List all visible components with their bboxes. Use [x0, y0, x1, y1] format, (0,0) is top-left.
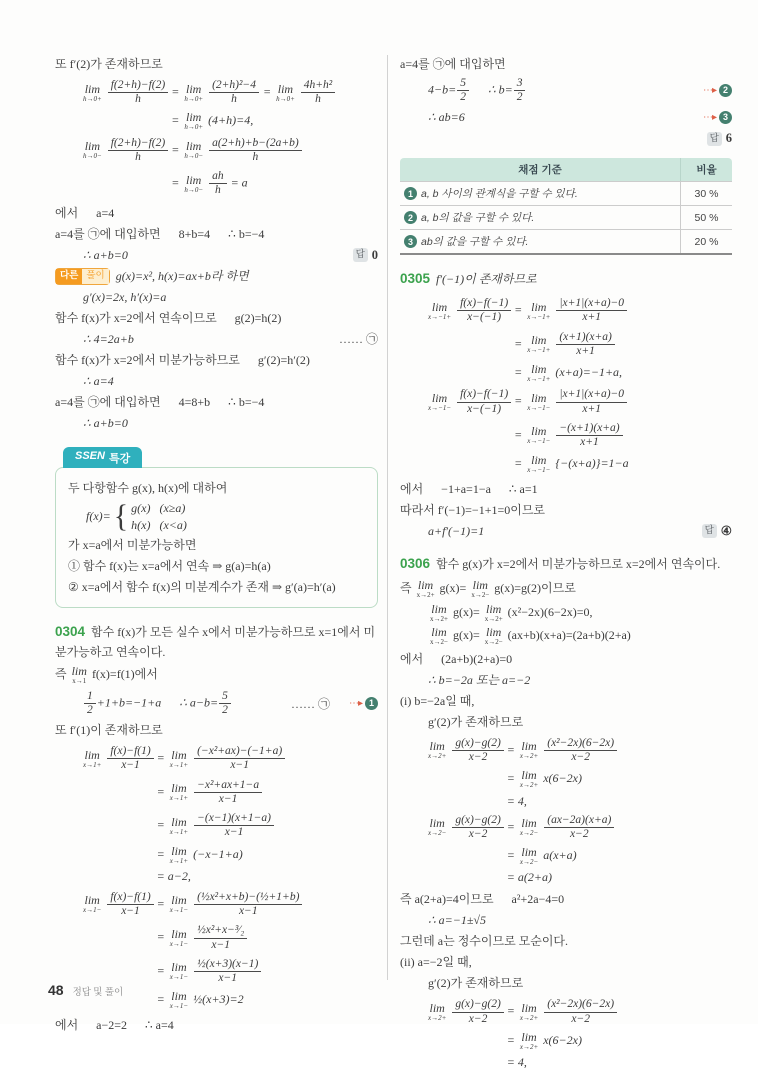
step-marker	[349, 696, 378, 711]
answer-badge-label: 답	[709, 133, 719, 145]
solution-line: 즉 lim x→1 f(x)=f(1)에서	[55, 664, 158, 686]
equation-lhs: lim h→0− $\frac{f(2+h)-f(2)}{h}$	[81, 134, 169, 167]
problem-number: 0304	[55, 623, 86, 639]
alt-solution-line	[55, 267, 378, 285]
equation-rhs: = lim h→0+ $\frac{\text{(2+h)²−4}}{h}$ = lim h→0+ $\frac{\text{4h+h²}}{h}$	[169, 76, 378, 109]
equation-rhs: = lim x→−1− $\frac{-(x+1)(x+a)}{x+1}$	[512, 419, 732, 452]
answer-value: 6	[725, 131, 732, 146]
solution-line	[83, 330, 378, 348]
equation-lhs	[426, 868, 505, 887]
right-column	[400, 52, 732, 1074]
solution-line: a=4를 ㉠에 대입하면 8+b=4 ∴ b=−4	[55, 226, 265, 241]
problem-number: 0305	[400, 271, 431, 287]
solution-line: 즉 a(2+a)=4이므로 a²+2a−4=0	[400, 892, 565, 907]
equation-rhs: = 4,	[506, 793, 527, 808]
header-ratio: 비율	[680, 158, 732, 181]
ratio-value: 50 %	[680, 206, 732, 229]
header-criteria: 채점 기준	[518, 164, 562, 177]
problem-number: 0306	[400, 556, 431, 572]
solution-line: ∴ a=−1±√5	[428, 913, 487, 928]
equation-rhs: = lim x→1− $\frac{\text{½x²+x−³⁄₂}}{x-1}$	[155, 921, 378, 954]
answer-badge-label: 답	[704, 525, 714, 537]
piecewise-definition	[86, 500, 365, 532]
solution-text: 4−b= $\frac{5}{2}$ ∴ b= $\frac{3}{2}$	[428, 76, 526, 105]
solution-line: 따라서 f′(−1)=−1+1=0이므로	[400, 502, 546, 517]
equation-lhs	[81, 921, 155, 954]
solution-line: a=4를 ㉠에 대입하면	[400, 57, 506, 71]
step-badge: 2	[404, 211, 417, 224]
solution-line: g′(2)가 존재하므로	[428, 976, 524, 991]
answer	[707, 129, 732, 148]
equation-lhs	[426, 328, 512, 361]
ratio-value: 30 %	[680, 182, 732, 205]
table-row	[400, 181, 732, 205]
equation-rhs: = lim x→−1− {−(x+a)}=1−a	[514, 453, 629, 475]
equation-rhs: = 4,	[506, 1055, 527, 1070]
equation-rhs: = lim h→0− $\frac{ah}{h}$ = a	[171, 170, 248, 197]
equation-block	[426, 734, 732, 888]
equation-rhs: = lim x→1+ $\frac{\text{−x²+ax+1−a}}{x-1}$	[155, 776, 378, 809]
equation-lhs	[426, 361, 512, 385]
equation-lhs: lim x→−1+ $\frac{f(x)-f(-1)}{x-(-1)}$	[426, 294, 512, 327]
problem-heading	[400, 269, 732, 290]
ssen-line: 두 다항함수 g(x), h(x)에 대하여	[68, 481, 228, 496]
equation-lhs	[426, 844, 505, 868]
equation-block	[426, 995, 732, 1072]
equation-rhs: = lim x→2+ $\frac{\text{(x²−2x)(6−2x)}}{x-2}$	[505, 995, 732, 1028]
equation-block	[426, 294, 732, 477]
equation-lhs: lim x→1+ $\frac{f(x)-f(1)}{x-1}$	[81, 742, 155, 775]
ssen-brand: SSEN	[75, 450, 105, 463]
solution-line: 에서 a−2=2 ∴ a=4	[55, 1017, 174, 1032]
equation-block	[81, 888, 378, 1013]
solution-line: ∴ a=4	[83, 374, 114, 389]
solution-text: ∴ ab=6	[428, 110, 465, 125]
ssen-line: 가 x=a에서 미분가능하면	[68, 537, 197, 552]
equation-lhs	[81, 776, 155, 809]
equation-lhs	[426, 767, 505, 791]
equation-lhs	[426, 1053, 505, 1072]
equation-rhs: = lim x→1− $\frac{\text{(½x²+x+b)−(½+1+b)}}{x-1}$	[155, 888, 378, 921]
equation-lhs	[81, 109, 169, 133]
answer-value: ④	[720, 523, 732, 538]
dashed-arrow-icon: ⋯▸	[348, 698, 362, 710]
piecewise-cases	[131, 500, 187, 532]
line-markers	[291, 695, 378, 713]
problem-text: 함수 f(x)가 모든 실수 x에서 미분가능하므로 x=1에서 미분가능하고 연속이다.	[55, 624, 376, 659]
equation-rhs: = lim x→−1+ $\frac{(x+1)(x+a)}{x+1}$	[512, 328, 732, 361]
equation-lhs: lim x→−1− $\frac{f(x)-f(-1)}{x-(-1)}$	[426, 385, 512, 418]
ssen-body	[55, 467, 378, 607]
solution-line: ∴ a+b=0	[83, 416, 128, 431]
ssen-line: ① 함수 f(x)는 x=a에서 연속 ⇒ g(a)=h(a)	[68, 558, 271, 573]
solution-line: 함수 f(x)가 x=2에서 미분가능하므로 g′(2)=h′(2)	[55, 353, 310, 368]
equation-rhs: = lim x→1− ½(x+3)=2	[156, 989, 244, 1011]
equation-rhs: = lim x→2− $\frac{(ax-2a)(x+a)}{x-2}$	[505, 811, 732, 844]
equation-rhs: = lim x→1+ (−x−1+a)	[156, 843, 243, 865]
solution-line: ∴ b=−2a 또는 a=−2	[428, 672, 531, 687]
step-badge: 1	[404, 187, 417, 200]
equation-rhs: = lim x→2+ x(6−2x)	[506, 768, 582, 790]
grading-table-header	[400, 158, 732, 181]
solution-line	[83, 689, 378, 718]
equation-rhs: = lim x→1+ $\frac{\text{(−x²+ax)−(−1+a)}}{x-1}$	[155, 742, 378, 775]
step-marker	[703, 110, 732, 125]
table-row	[400, 205, 732, 229]
equation-lhs	[81, 809, 155, 842]
solution-line: 에서 (2a+b)(2+a)=0	[400, 651, 513, 666]
solution-line: (ii) a=−2일 때,	[400, 955, 472, 970]
equation-lhs: lim h→0+ $\frac{f(2+h)-f(2)}{h}$	[81, 76, 169, 109]
footer-label: 정답 및 풀이	[72, 988, 124, 998]
step-badge: 3	[719, 111, 732, 124]
solution-line: 즉 lim x→2+ g(x)= lim x→2− g(x)=g(2)이므로	[400, 578, 576, 600]
equation-rhs: = lim x→1+ $\frac{-(x-1)(x+1-a)}{x-1}$	[155, 809, 378, 842]
equation-lhs	[426, 419, 512, 452]
solution-line: 그런데 a는 정수이므로 모순이다.	[400, 934, 569, 949]
answer-line	[83, 246, 378, 265]
problem-text: 함수 g(x)가 x=2에서 미분가능하므로 x=2에서 연속이다.	[436, 557, 721, 572]
piecewise-case: g(x) (x≥a)	[131, 501, 186, 516]
answer-value: 0	[371, 247, 378, 262]
solution-text: ∴ a+b=0	[83, 248, 128, 263]
reference-mark: …… ㉠	[290, 696, 339, 711]
table-row	[400, 229, 732, 253]
equation-rhs: = lim h→0− $\frac{a(2+h)+b-(2a+b)}{h}$	[169, 134, 378, 167]
piecewise-lhs: f(x)=	[86, 509, 111, 524]
solution-line: 또 f′(2)가 존재하므로	[55, 57, 163, 71]
ssen-tab	[63, 447, 142, 468]
solution-line: 에서 −1+a=1−a ∴ a=1	[400, 481, 538, 496]
equation-lhs	[426, 792, 505, 811]
equation-lhs: lim x→2− $\frac{g(x)-g(2)}{x-2}$	[426, 811, 505, 844]
equation-lhs	[426, 452, 512, 476]
answer-badge	[707, 132, 722, 145]
page-number: 48	[48, 982, 64, 998]
solution-line: 에서 a=4	[55, 205, 115, 220]
equation-rhs: = lim x→−1− $\frac{|x+1|(x+a)-0}{x+1}$	[512, 385, 732, 418]
equation-rhs: = a(2+a)	[506, 870, 552, 885]
solution-line: lim x→2+ g(x)= lim x→2+ (x²−2x)(6−2x)=0,	[430, 601, 593, 623]
answer-badge	[702, 524, 717, 537]
equation-lhs	[81, 867, 155, 886]
equation-rhs: = lim h→0+ (4+h)=4,	[171, 110, 254, 132]
alt-badge-right: 풀이	[82, 269, 108, 283]
answer-line	[428, 522, 732, 541]
equation-rhs: = lim x→2+ x(6−2x)	[506, 1029, 582, 1051]
equation-rhs: = a−2,	[156, 868, 191, 883]
answer	[353, 246, 378, 265]
alt-solution-badge	[55, 268, 110, 284]
answer-badge	[353, 248, 368, 261]
solution-text: ∴ 4=2a+b	[83, 332, 134, 347]
ssen-tab-label: 특강	[108, 453, 131, 466]
equation-rhs: = lim x→2+ $\frac{\text{(x²−2x)(6−2x)}}{x-2}$	[505, 734, 732, 767]
problem-heading	[55, 622, 378, 662]
step-badge: 3	[404, 235, 417, 248]
equation-rhs: = lim x→2− a(x+a)	[506, 844, 577, 866]
dashed-arrow-icon: ⋯▸	[702, 111, 716, 123]
step-badge: 2	[719, 84, 732, 97]
equation-block	[81, 742, 378, 886]
solution-line: 또 f′(1)이 존재하므로	[55, 723, 163, 738]
ssen-line: ② x=a에서 함수 f(x)의 미분계수가 존재 ⇒ g′(a)=h′(a)	[68, 579, 336, 594]
answer-line	[400, 129, 732, 148]
problem-text: f′(−1)이 존재하므로	[436, 272, 537, 287]
solution-text: g(x)=x², h(x)=ax+b라 하면	[115, 269, 249, 284]
equation-lhs	[81, 843, 155, 867]
column-divider	[387, 55, 388, 980]
criteria-text: a, b 사이의 관계식을 구할 수 있다.	[421, 188, 578, 201]
solution-line: (i) b=−2a일 때,	[400, 693, 475, 708]
piecewise-case: h(x) (x<a)	[131, 517, 187, 532]
reference-mark: …… ㉠	[338, 332, 378, 347]
solution-line: g′(2)가 존재하므로	[428, 714, 524, 729]
left-column	[55, 52, 378, 1037]
criteria-text: a, b의 값을 구할 수 있다.	[421, 212, 535, 225]
alt-badge-left: 다른	[56, 269, 82, 283]
answer	[702, 522, 732, 541]
criteria-text: ab의 값을 구할 수 있다.	[421, 236, 529, 249]
equation-lhs: lim x→2+ $\frac{g(x)-g(2)}{x-2}$	[426, 995, 505, 1028]
grading-table	[400, 158, 732, 255]
problem-heading	[400, 554, 732, 575]
solution-text: a+f′(−1)=1	[428, 524, 485, 539]
step-badge: 1	[365, 697, 378, 710]
ratio-value: 20 %	[680, 230, 732, 253]
equation-lhs	[81, 167, 169, 200]
solution-line	[428, 108, 732, 126]
solution-line	[428, 76, 732, 105]
equation-lhs: lim x→1− $\frac{f(x)-f(1)}{x-1}$	[81, 888, 155, 921]
solution-line: g′(x)=2x, h′(x)=a	[83, 290, 167, 305]
equation-rhs: = lim x→−1+ (x+a)=−1+a,	[514, 361, 623, 383]
solution-text: $\frac{1}{2}$ +1+b=−1+a ∴ a−b= $\frac{5}{2}$	[83, 689, 232, 718]
solution-line: a=4를 ㉠에 대입하면 4=8+b ∴ b=−4	[55, 395, 265, 410]
equation-block	[81, 76, 378, 201]
brace-icon: {	[113, 499, 129, 534]
equation-rhs: = lim x→−1+ $\frac{|x+1|(x+a)-0}{x+1}$	[512, 294, 732, 327]
page-footer	[48, 982, 123, 998]
solution-line: lim x→2− g(x)= lim x→2− (ax+b)(x+a)=(2a+b)(2+a)	[430, 625, 631, 647]
answer-badge-label: 답	[355, 249, 365, 261]
equation-rhs: = lim x→1− $\frac{\text{½(x+3)(x−1)}}{x-1}$	[155, 955, 378, 988]
solution-line: 함수 f(x)가 x=2에서 연속이므로 g(2)=h(2)	[55, 311, 282, 326]
dashed-arrow-icon: ⋯▸	[702, 85, 716, 97]
equation-lhs: lim x→2+ $\frac{g(x)-g(2)}{x-2}$	[426, 734, 505, 767]
step-marker	[703, 83, 732, 98]
equation-lhs	[426, 1029, 505, 1053]
ssen-special-box	[55, 446, 378, 607]
